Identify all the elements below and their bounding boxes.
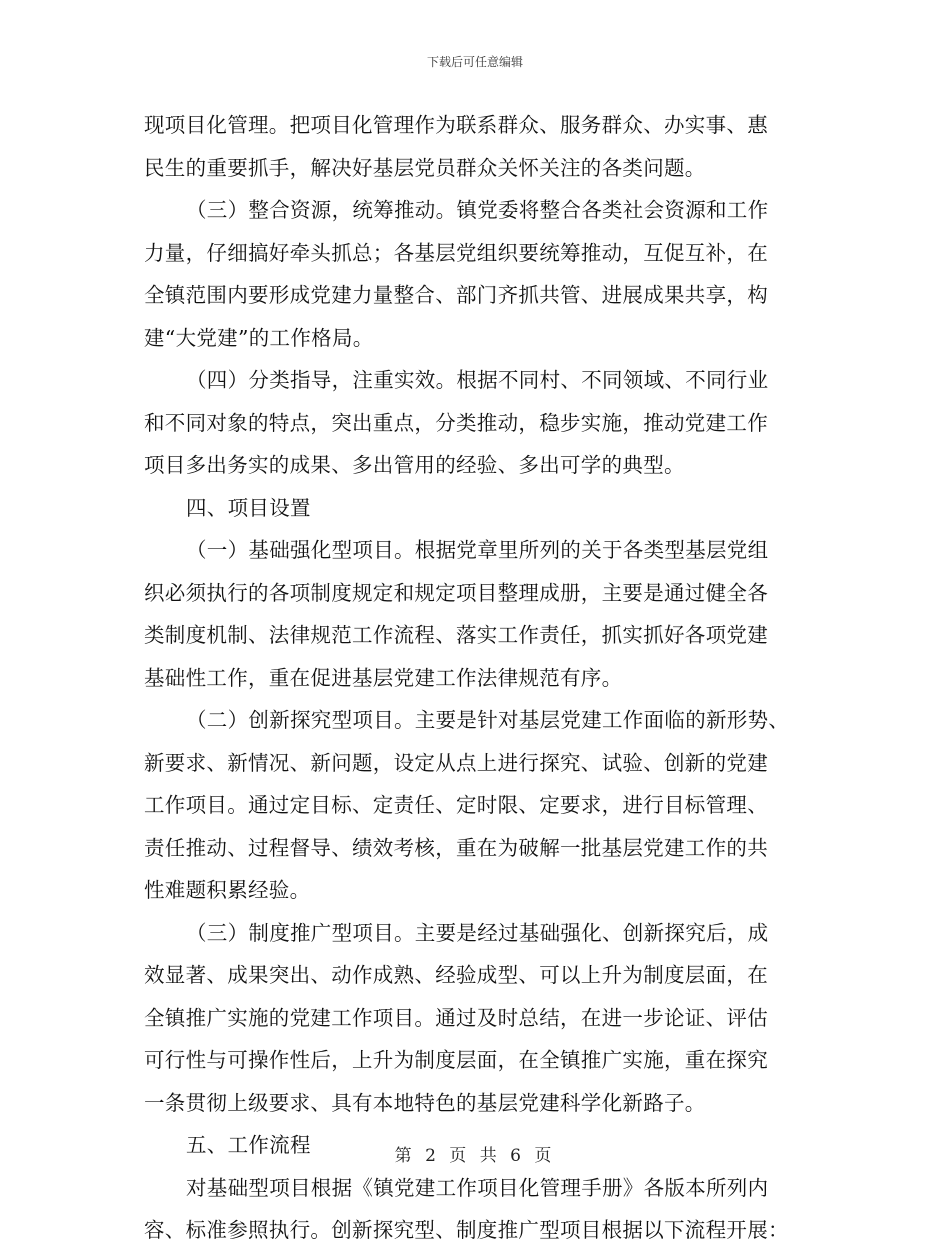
page-header: 下载后可任意编辑 (426, 55, 523, 69)
text-line: 全镇范围内要形成党建力量整合、部门齐抓共管、进展成果共享，构 (144, 283, 768, 307)
text-line: 性难题积累经验。 (144, 878, 311, 902)
text-line: （一）基础强化型项目。根据党章里所列的关于各类型基层党组 (186, 538, 769, 562)
text-line: 基础性工作，重在促进基层党建工作法律规范有序。 (144, 665, 623, 690)
text-line: 四、项目设置 (186, 495, 311, 520)
text-line: 对基础型项目根据《镇党建工作项目化管理手册》各版本所列内 (186, 1175, 769, 1200)
text-line: （四）分类指导，注重实效。根据不同村、不同领域、不同行业 (186, 368, 769, 392)
text-line: 效显著、成果突出、动作成熟、经验成型、可以上升为制度层面，在 (144, 963, 768, 987)
page-footer: 第 2 页 共 6 页 (394, 1146, 556, 1166)
text-line: 类制度机制、法律规范工作流程、落实工作责任，抓实抓好各项党建 (144, 623, 768, 647)
text-line: 责任推动、过程督导、绩效考核，重在为破解一批基层党建工作的共 (144, 835, 768, 860)
text-line: （三）制度推广型项目。主要是经过基础强化、创新探究后，成 (186, 920, 769, 945)
text-line: 民生的重要抓手，解决好基层党员群众关怀关注的各类问题。 (144, 155, 706, 180)
text-line: 建“大党建”的工作格局。 (144, 325, 374, 350)
text-line: 可行性与可操作性后，上升为制度层面，在全镇推广实施，重在探究 (144, 1048, 768, 1072)
text-line: 全镇推广实施的党建工作项目。通过及时总结，在进一步论证、评估 (144, 1005, 768, 1030)
text-line: （三）整合资源，统筹推动。镇党委将整合各类社会资源和工作 (186, 198, 769, 222)
text-line: 工作项目。通过定目标、定责任、定时限、定要求，进行目标管理、 (144, 793, 768, 817)
text-line: 和不同对象的特点，突出重点，分类推动，稳步实施，推动党建工作 (144, 410, 768, 435)
text-line: 一条贯彻上级要求、具有本地特色的基层党建科学化新路子。 (144, 1090, 706, 1115)
text-line: （二）创新探究型项目。主要是针对基层党建工作面临的新形势、 (186, 708, 790, 732)
document-body (144, 104, 824, 1252)
text-line: 力量，仔细搞好牵头抓总；各基层党组织要统筹推动，互促互补，在 (144, 240, 768, 265)
text-line: 织必须执行的各项制度规定和规定项目整理成册，主要是通过健全各 (144, 580, 768, 605)
text-line: 新要求、新情况、新问题，设定从点上进行探究、试验、创新的党建 (144, 750, 768, 775)
text-line: 项目多出务实的成果、多出管用的经验、多出可学的典型。 (144, 453, 685, 477)
text-line: 现项目化管理。把项目化管理作为联系群众、服务群众、办实事、惠 (144, 113, 768, 137)
text-line: 五、工作流程 (186, 1133, 311, 1157)
text-line: 容、标准参照执行。创新探究型、制度推广型项目根据以下流程开展： (144, 1218, 789, 1242)
